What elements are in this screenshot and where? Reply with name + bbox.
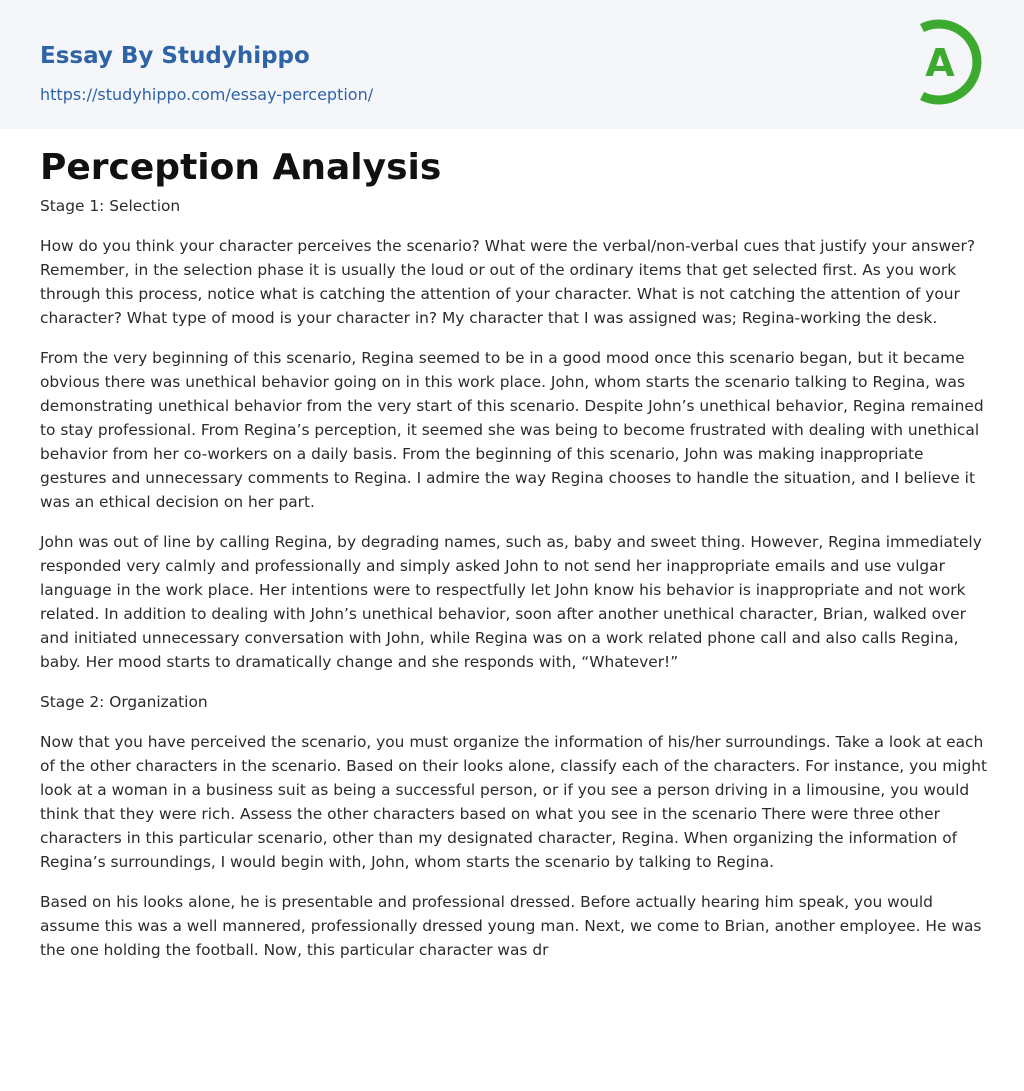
- article-body: [40, 194, 988, 978]
- essay-url-link[interactable]: https://studyhippo.com/essay-perception/: [40, 85, 374, 104]
- logo-letter: A: [925, 41, 955, 85]
- studyhippo-logo-icon[interactable]: [906, 16, 992, 108]
- paragraph: Now that you have perceived the scenario, you must organize the information of his/her surroundings. Take a look at each of the other characters in the scenario. Based on their looks alone, classify each of the characters. For instance, you might look at a woman in a business suit as being a successful person, or if you see a person driving in a limousine, you would think that they were rich. Assess the other characters based on what you see in the scenario There were three other characters in this particular scenario, other than my designated character, Regina. When organizing the information of Regina’s surroundings, I would begin with, John, whom starts the scenario by talking to Regina.: [40, 733, 988, 871]
- page-title: Perception Analysis: [40, 147, 442, 188]
- site-header: [0, 0, 1024, 129]
- paragraph: John was out of line by calling Regina, by degrading names, such as, baby and sweet thing. However, Regina immediately responded very calmly and professionally and simply asked John to not send her inappropriate emails and use vulgar language in the work place. Her intentions were to respectfully let John know his behavior is inappropriate and not work related. In addition to dealing with John’s unethical behavior, soon after another unethical character, Brian, walked over and initiated unnecessary conversation with John, while Regina was on a work related phone call and also calls Regina, baby. Her mood starts to dramatically change and she responds with, “Whatever!”: [40, 533, 982, 671]
- stage-heading: Stage 1: Selection: [40, 197, 181, 215]
- brand-title[interactable]: Essay By Studyhippo: [40, 43, 310, 69]
- paragraph: How do you think your character perceives the scenario? What were the verbal/non-verbal cues that justify your answer? Remember, in the selection phase it is usually the loud or out of the ordinary items that get selected first. As you work through this process, notice what is catching the attention of your character. What is not catching the attention of your character? What type of mood is your character in? My character that I was assigned was; Regina-working the desk.: [40, 237, 976, 327]
- paragraph: From the very beginning of this scenario, Regina seemed to be in a good mood once this scenario began, but it became obvious there was unethical behavior going on in this work place. John, whom starts the scenario talking to Regina, was demonstrating unethical behavior from the very start of this scenario. Despite John’s unethical behavior, Regina remained to stay professional. From Regina’s perception, it seemed she was being to become frustrated with dealing with unethical behavior from her co-workers on a daily basis. From the beginning of this scenario, John was making inappropriate gestures and unnecessary comments to Regina. I admire the way Regina chooses to handle the situation, and I believe it was an ethical decision on her part.: [40, 349, 984, 511]
- paragraph: Based on his looks alone, he is presentable and professional dressed. Before actually hearing him speak, you would assume this was a well mannered, professionally dressed young man. Next, we come to Brian, another employee. He was the one holding the football. Now, this particular character was dr: [40, 893, 982, 959]
- stage-heading: Stage 2: Organization: [40, 693, 208, 711]
